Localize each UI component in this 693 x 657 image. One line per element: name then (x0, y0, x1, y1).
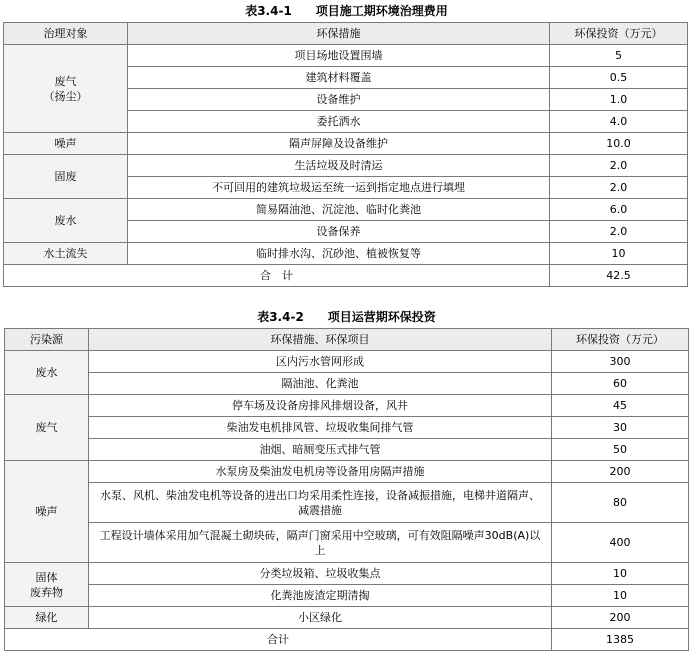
table-row (4, 45, 688, 67)
category-cell: 废气 （扬尘） (4, 45, 128, 133)
category-cell: 噪声 (4, 133, 128, 155)
table-row (5, 395, 689, 417)
measure-cell: 项目场地设置围墙 (128, 45, 550, 67)
table-row (4, 199, 688, 221)
measure-cell: 区内污水管网形成 (89, 351, 552, 373)
total-value: 1385 (552, 629, 689, 651)
category-cell: 废气 (5, 395, 89, 461)
investment-value-cell: 10 (550, 243, 688, 265)
table-row (5, 563, 689, 585)
investment-value-cell: 60 (552, 373, 689, 395)
total-label: 合 计 (4, 265, 550, 287)
total-row (5, 629, 689, 651)
investment-value-cell: 0.5 (550, 67, 688, 89)
investment-value-cell: 10 (552, 585, 689, 607)
measure-cell: 柴油发电机排风管、垃圾收集间排气管 (89, 417, 552, 439)
measure-cell: 建筑材料覆盖 (128, 67, 550, 89)
investment-value-cell: 2.0 (550, 155, 688, 177)
column-header: 污染源 (5, 329, 89, 351)
table-row (5, 373, 689, 395)
table-row (5, 461, 689, 483)
table-row (5, 483, 689, 523)
category-cell: 废水 (5, 351, 89, 395)
measure-cell: 不可回用的建筑垃圾运至统一运到指定地点进行填埋 (128, 177, 550, 199)
table-row (5, 523, 689, 563)
table-row (4, 133, 688, 155)
category-cell: 绿化 (5, 607, 89, 629)
investment-value-cell: 45 (552, 395, 689, 417)
measure-cell: 小区绿化 (89, 607, 552, 629)
column-header: 治理对象 (4, 23, 128, 45)
measure-cell: 设备保养 (128, 221, 550, 243)
investment-value-cell: 200 (552, 461, 689, 483)
table-row (5, 417, 689, 439)
investment-value-cell: 200 (552, 607, 689, 629)
table2-caption: 表3.4-2 项目运营期环保投资 (257, 310, 436, 324)
total-row (4, 265, 688, 287)
investment-value-cell: 4.0 (550, 111, 688, 133)
measure-cell: 化粪池废渣定期清掏 (89, 585, 552, 607)
construction-cost-table (3, 22, 688, 287)
measure-cell: 隔声屏障及设备维护 (128, 133, 550, 155)
column-header: 环保措施、环保项目 (89, 329, 552, 351)
measure-cell: 隔油池、化粪池 (89, 373, 552, 395)
investment-value-cell: 400 (552, 523, 689, 563)
category-cell: 噪声 (5, 461, 89, 563)
table-header-row (5, 329, 689, 351)
table-row (4, 155, 688, 177)
table-row (5, 351, 689, 373)
total-value: 42.5 (550, 265, 688, 287)
column-header: 环保投资（万元） (550, 23, 688, 45)
measure-cell: 水泵房及柴油发电机房等设备用房隔声措施 (89, 461, 552, 483)
investment-value-cell: 300 (552, 351, 689, 373)
table-row (5, 585, 689, 607)
measure-cell: 生活垃圾及时清运 (128, 155, 550, 177)
table-row (4, 243, 688, 265)
investment-value-cell: 80 (552, 483, 689, 523)
measure-cell: 简易隔油池、沉淀池、临时化粪池 (128, 199, 550, 221)
category-cell: 固体 废弃物 (5, 563, 89, 607)
investment-value-cell: 10 (552, 563, 689, 585)
measure-cell: 停车场及设备房排风排烟设备，风井 (89, 395, 552, 417)
investment-value-cell: 30 (552, 417, 689, 439)
investment-value-cell: 10.0 (550, 133, 688, 155)
measure-cell: 水泵、风机、柴油发电机等设备的进出口均采用柔性连接，设备减振措施，电梯井道隔声、减震措施 (89, 483, 552, 523)
measure-cell: 油烟、暗厕变压式排气管 (89, 439, 552, 461)
category-cell: 废水 (4, 199, 128, 243)
investment-value-cell: 1.0 (550, 89, 688, 111)
column-header: 环保投资（万元） (552, 329, 689, 351)
measure-cell: 委托洒水 (128, 111, 550, 133)
measure-cell: 工程设计墙体采用加气混凝土砌块砖，隔声门窗采用中空玻璃，可有效阻隔噪声30dB(A)以上 (89, 523, 552, 563)
category-cell: 水土流失 (4, 243, 128, 265)
investment-value-cell: 6.0 (550, 199, 688, 221)
investment-value-cell: 50 (552, 439, 689, 461)
table-row (5, 607, 689, 629)
investment-value-cell: 2.0 (550, 221, 688, 243)
total-label: 合计 (5, 629, 552, 651)
measure-cell: 设备维护 (128, 89, 550, 111)
measure-cell: 分类垃圾箱、垃圾收集点 (89, 563, 552, 585)
investment-value-cell: 5 (550, 45, 688, 67)
investment-value-cell: 2.0 (550, 177, 688, 199)
category-cell: 固废 (4, 155, 128, 199)
operation-investment-table (4, 328, 689, 651)
table-row (5, 439, 689, 461)
table-header-row (4, 23, 688, 45)
measure-cell: 临时排水沟、沉砂池、植被恢复等 (128, 243, 550, 265)
column-header: 环保措施 (128, 23, 550, 45)
table1-caption: 表3.4-1 项目施工期环境治理费用 (245, 4, 448, 18)
